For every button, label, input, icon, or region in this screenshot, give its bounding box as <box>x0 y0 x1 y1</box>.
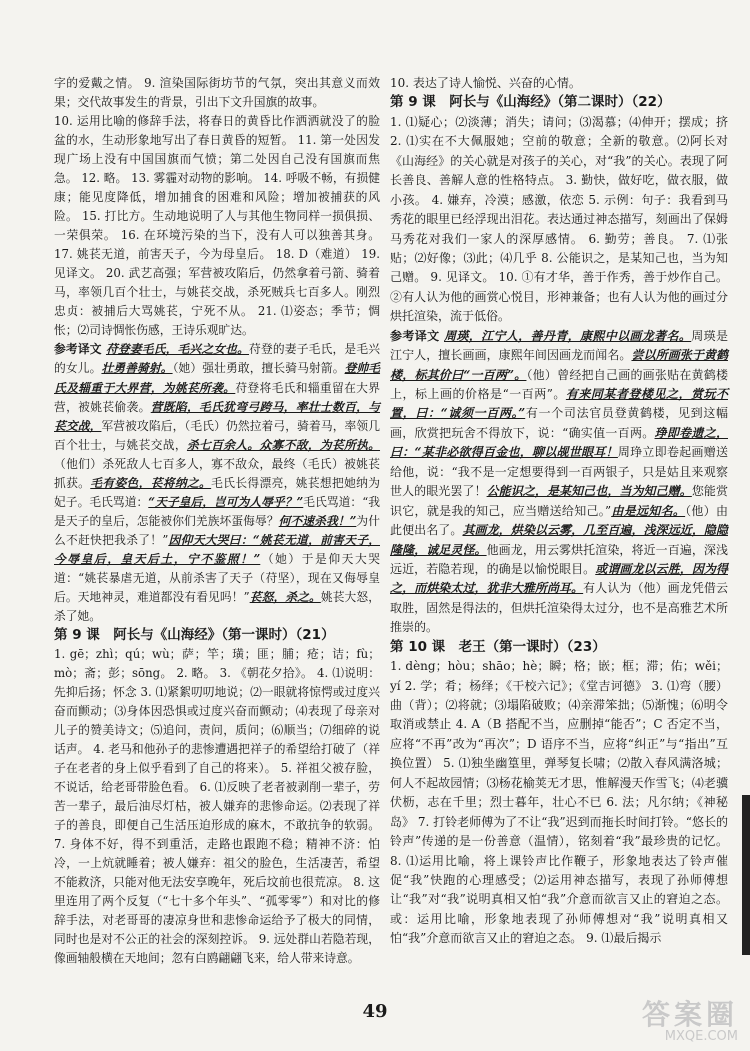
classical-sentence: 或谓画龙以云胜，因为得之，而烘染太过，犹非大雅所尚耳。 <box>390 561 728 596</box>
lesson-heading: 第 9 课 阿长与《山海经》（第一课时）（21） <box>54 626 335 643</box>
classical-sentence: 有来同某者登楼见之，赏玩不置，曰：“诚须一百两。” <box>390 387 728 421</box>
classical-sentence: 公能识之，是某知己也，当为知己赠。 <box>486 484 692 499</box>
translation-sentence: 姚苌大怒，杀了她。 <box>54 589 381 623</box>
page-number: 49 <box>362 1001 388 1022</box>
right-column <box>390 74 728 949</box>
reference-label: 参考译文 <box>390 328 444 343</box>
reference-translation <box>390 327 728 638</box>
translation-sentence: 有一个司法官员登黄鹤楼，见到这幅画，欣赏把玩舍不得放下，说：“确实值一百两。 <box>390 406 728 440</box>
answer-paragraph: 1. ⑴疑心；⑵淡薄；消失；请问；⑶渴慕；⑷伸开；摆成；挤 2. ⑴实在不大佩服她；空前的敬意；全新的敬意。⑵阿长对《山海经》的关心就是对孩子的关心，对“我”的关心。表现了阿长善良、善解人意的性格特点。 3. 勤快，做好吃，做衣服，做小孩。 4. 嫌弃，冷漠；感激，依恋 5. 示例：句子：我看到马秀花的眼里已经浮现出泪花。表达通过神态描写，刻画出了保姆马秀花对我们一家人的深厚感情。 6. 勤劳；善良。 7. ⑴张贴；⑵好像；⑶此；⑷几乎 8. 公能识之，是某知己也，当为知己赠。 9. 见译文。 10. ①有才华，善于作秀，善于炒作自己。②有人认为他的画赏心悦目，形神兼备；也有人认为他的画过分烘托渲染，流于低俗。 <box>390 114 728 324</box>
translation-sentence: 毛氏长得漂亮，姚苌想把她纳为妃子。毛氏骂道： <box>54 475 381 509</box>
translation-sentence: 周琤立即卷起画赠送给他，说：“我不是一定想要得到一百两银子，只是姑且来观察世人的眼光罢了！ <box>390 445 728 499</box>
translation-sentence: 苻登的妻子毛氏，是毛兴的女儿。 <box>54 342 381 376</box>
translation-sentence: 有人认为（他）画龙凭借云取胜，固然是得法的，但烘托渲染得太过分，也不是高雅艺术所推崇的。 <box>390 581 728 635</box>
translation-sentence: 您能赏识它，就是我的知己，应当赠送给知己。” <box>390 484 728 518</box>
lesson-heading: 第 9 课 阿长与《山海经》（第二课时）（22） <box>390 94 671 111</box>
translation-sentence: 他画龙，用云雾烘托渲染，将近一百遍，深浅远近，若隐若现，的确是以愉悦眼目。 <box>390 542 728 576</box>
translation-sentence: 周瑛是江宁人，擅长画画，康熙年间因画龙而闻名。 <box>390 328 728 363</box>
reference-label: 参考译文 <box>54 342 106 357</box>
classical-sentence: 杀七百余人。众寡不敌，为苌所执。 <box>186 437 381 452</box>
translation-sentence: （他们）杀死敌人七百多人，寡不敌众，最终（毛氏）被姚苌抓获。 <box>54 456 380 490</box>
classical-sentence: “天子皇后，岂可为人辱乎？” <box>148 494 304 509</box>
translation-sentence: 为什么不赶快把我杀了！” <box>54 513 381 547</box>
translation-sentence: 苻登将毛氏和辎重留在大界营，被姚苌偷袭。 <box>54 380 381 414</box>
classical-sentence: 营既陷，毛氏犹弯弓跨马，率壮士数百，与苌交战， <box>54 399 381 433</box>
translation-sentence: （他）由此便出名了。 <box>390 503 728 538</box>
classical-sentence: 其画龙，烘染以云雾，几至百遍，浅深远近，隐隐隆隆，诚足灵怪。 <box>390 523 728 557</box>
classical-sentence: 苌怒，杀之。 <box>249 589 321 604</box>
answer-paragraph: 10. 表达了诗人愉悦、兴奋的心情。 <box>390 76 581 90</box>
left-column <box>54 74 380 968</box>
classical-sentence: 琤即卷遗之，曰：“某非必欲得百金也，聊以觇世眼耳！ <box>390 425 728 460</box>
classical-sentence: 由是远知名。 <box>611 503 686 518</box>
translation-sentence: （她）强壮勇敢，擅长骑马射箭。 <box>172 361 345 376</box>
lesson-heading: 第 10 课 老王（第一课时）（23） <box>390 638 606 655</box>
classical-sentence: 因仰天大哭曰：“姚苌无道，前害天子，今辱皇后，皇天后土，宁不鉴照！” <box>54 532 380 566</box>
classical-sentence: 登帅毛氏及辎重于大界营，为姚苌所袭。 <box>54 361 381 395</box>
page-edge-mark <box>742 795 750 955</box>
classical-sentence: 尝以所画张于黄鹤楼，标其价曰“一百两”。 <box>390 348 728 382</box>
translation-sentence: 军营被攻陷后，（毛氏）仍然拉着弓，骑着马，率领几百个壮士，与姚苌交战， <box>54 418 381 452</box>
answer-paragraph: 1. dèng；hòu；shāo；hè；瞬；格；嵌；框；滞；佑；wěi；yí 2. 学；肴；杨绎；《干校六记》；《堂吉诃德》 3. ⑴弯（腰）曲（背）；⑵将就；⑶塌陷破败；⑷亲滞笨拙；⑸渐愧；⑹明令取消或禁止 4. A（B 搭配不当，应删掉“能否”；C 否定不当，应将“不再”改为“再次”；D 语序不当，应将“纠正”与“指出”互换位置） 5. ⑴独坐幽篁里，弹琴复长啸；⑵散入春风满洛城；何人不起故园情；⑶杨花榆荚无才思，惟解漫天作雪飞；⑷老骥伏枥，志在千里；烈士暮年，壮心不已 6. 法；凡尔纳；《神秘岛》 7. 打铃老师傅为了不让“我”迟到而拖长时间打铃。“悠长的铃声”传递的是一份善意（温情），铭刻着“我”最珍贵的记忆。 8. ⑴运用比喻，将上课铃声比作鞭子，形象地表达了铃声催促“我”快跑的心理感受；⑵运用神态描写，表现了孙师傅想让“我”对“我”说明真相又怕“我”介意而欲言又止的窘迫之态。或：运用比喻，形象地表现了孙师傅想对“我”说明真相又怕“我”介意而欲言又止的窘迫之态。 9. ⑴最后揭示 <box>390 659 728 946</box>
classical-sentence: 壮勇善骑射。 <box>101 361 173 376</box>
watermark-site: MXQE.COM <box>664 1029 738 1044</box>
answer-paragraph: 10. 运用比喻的修辞手法，将春日的黄昏比作洒洒就没了的脸盆的水，生动形象地写出了春日黄昏的短暂。 11. 第一处因发现广场上没有中国国旗而气愤；第二处因自己没有国旗而焦急。 12. 略。 13. 雾霾对动物的影响。 14. 呼吸不畅，有损健康；能见度降低，增加捕食的困难和风险；增加被捕获的风险。 15. 打比方。生动地说明了人与其他生物同样一损俱损、一荣俱荣。 16. 在环境污染的当下，没有人可以独善其身。 17. 姚苌无道，前害天子，今为母皇后。 18. D（难道） 19. 见译文。 20. 武艺高强；军营被攻陷后，仍然拿着弓箭、骑着马，率领几百个壮士，与姚苌交战，杀死贼兵七百多人。刚烈忠贞：被捕后大骂姚苌，宁死不从。 21. ⑴姿态；季节；惆怅；⑵司诗惆怅伤感，王诗乐观旷达。 <box>54 114 380 338</box>
answer-paragraph: 1. gē；zhì；qú；wù；萨；竿；璜；匪；脯；疮；诘；fù；mò；斋；彭；sōng。 2. 略。 3. 《朝花夕拾》。 4. ⑴说明：先抑后扬；怀念 3. ⑴紧絮叨叨地说；⑵一眼就将惊愕或过度兴奋而颤动；⑶身体因恐惧或过度兴奋而颤动；⑷表现了母亲对儿子的赞美诗文；⑸追问，责问，质问；⑹顺当；⑺细碎的说话声。 4. 老马和他孙子的悲惨遭遇把祥子的希望给打破了（祥子在老者的身上似乎看到了自己的将来）。 5. 祥祖父被存脸，不说话，给老哥带脸色看。 6. ⑴反映了老者被剥削一辈子，劳苦一辈子，最后油尽灯枯，被人嫌弃的悲惨命运。⑵表现了祥子的善良，即便自己生活压迫形成的麻木，不敢抗争的软弱。 7. 身体不好，得不到重活，走路也跟跑不稳；精神不济：怕冷，一上炕就睡着；被人嫌弃：祖父的脸色，生活凄苦，希望不能救济，只能对他无法安享晚年，死后坟前也很荒凉。 8. 这里连用了两个反复（“七十多个年头”、“孤零零”）和对比的修辞手法，对老哥哥的凄凉身世和悲惨命运给予了极大的同情，同时也是对不公正的社会的深刻控诉。 9. 远处群山若隐若现，像画轴般横在天地间；忽有白鸥翩翩飞来，给人带来诗意。 <box>54 646 380 966</box>
classical-sentence: 苻登妻毛氏，毛兴之女也。 <box>105 342 250 357</box>
answer-paragraph: 字的爱戴之情。 9. 渲染国际街坊节的气氛，突出其意义而效果；交代故事发生的背景，引出下文升国旗的故事。 <box>54 76 380 110</box>
watermark-brand: 答案圈 <box>641 998 738 1031</box>
translation-sentence: （他）曾经把自己画的画张贴在黄鹤楼上，标上画的价格是“一百两”。 <box>390 367 728 401</box>
watermark-logo <box>548 998 738 1045</box>
reference-translation <box>54 340 380 625</box>
classical-sentence: 周瑛，江宁人，善丹青，康熙中以画龙著名。 <box>444 328 692 343</box>
translation-sentence: （她）于是仰天大哭道：“姚苌暴虐无道，从前杀害了天子（苻坚），现在又侮辱皇后。天地神灵，难道都没有看见吗！” <box>54 551 380 604</box>
classical-sentence: 何不速杀我！” <box>278 513 357 528</box>
classical-sentence: 毛有姿色，苌将纳之。 <box>90 475 212 490</box>
translation-sentence: 毛氏骂道：“我是天子的皇后，怎能被你们羌族坏蛋侮辱？ <box>54 494 380 528</box>
